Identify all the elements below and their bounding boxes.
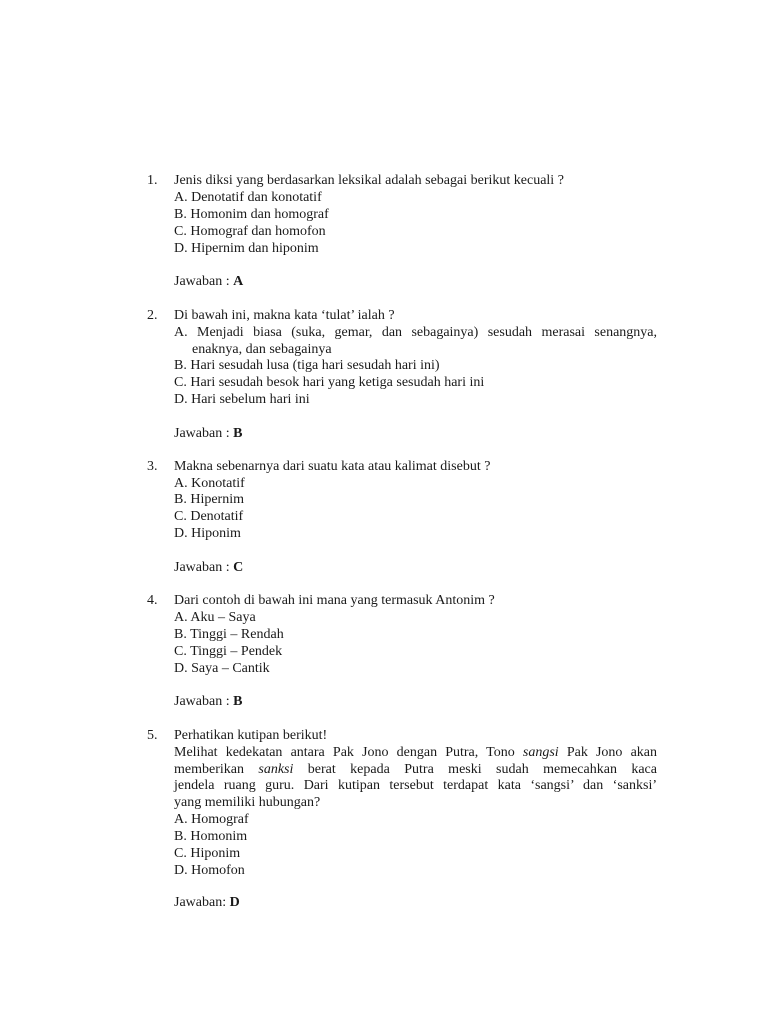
option-b: B. Hipernim [174, 492, 244, 507]
option-a: A. Denotatif dan konotatif [174, 190, 322, 205]
option-c: C. Denotatif [174, 509, 244, 524]
option-d: D. Hiponim [174, 526, 241, 541]
answer-value: A [233, 274, 244, 289]
answer-line [174, 693, 242, 710]
answer-value: C [233, 560, 244, 575]
answer-line [174, 425, 242, 442]
option-d: D. Hari sebelum hari ini [174, 392, 310, 407]
option-b: B. Tinggi – Rendah [174, 627, 284, 642]
answer-value: B [233, 426, 243, 441]
option-d: D. Homofon [174, 863, 245, 878]
answer-label: Jawaban : [174, 426, 234, 441]
passage-line-3: jendela ruang guru. Dari kutipan tersebut terdapat kata ‘sangsi’ dan ‘sanksi’ [174, 778, 657, 793]
answer-label: Jawaban: [174, 895, 230, 910]
italic-word-sanksi: sanksi [258, 762, 294, 777]
option-a-continued: enaknya, dan sebagainya [192, 342, 332, 357]
question-number: 5. [147, 728, 158, 743]
italic-word-sangsi: sangsi [522, 745, 559, 760]
answer-label: Jawaban : [174, 694, 234, 709]
option-c: C. Tinggi – Pendek [174, 644, 283, 659]
option-c: C. Homograf dan homofon [174, 224, 326, 239]
passage-line-1: Melihat kedekatan antara Pak Jono dengan Putra, Tono sangsi Pak Jono akan [174, 745, 657, 760]
option-b: B. Hari sesudah lusa (tiga hari sesudah hari ini) [174, 358, 440, 373]
option-c: C. Hiponim [174, 846, 241, 861]
passage-line-2: memberikan sanksi berat kepada Putra meski sudah memecahkan kaca [174, 762, 657, 777]
option-d: D. Saya – Cantik [174, 661, 270, 676]
question-number: 1. [147, 173, 158, 188]
option-c: C. Hari sesudah besok hari yang ketiga sesudah hari ini [174, 375, 485, 390]
answer-value: B [233, 694, 243, 709]
option-b: B. Homonim [174, 829, 248, 844]
option-a: A. Aku – Saya [174, 610, 256, 625]
answer-label: Jawaban : [174, 560, 234, 575]
answer-line [174, 894, 240, 911]
option-d: D. Hipernim dan hiponim [174, 241, 319, 256]
answer-label: Jawaban : [174, 274, 234, 289]
answer-line [174, 273, 243, 290]
answer-line [174, 559, 243, 576]
question-stem: Jenis diksi yang berdasarkan leksikal adalah sebagai berikut kecuali ? [174, 173, 564, 188]
question-number: 2. [147, 308, 158, 323]
question-stem: Dari contoh di bawah ini mana yang termasuk Antonim ? [174, 593, 495, 608]
passage-line-4: yang memiliki hubungan? [174, 795, 321, 810]
question-number: 4. [147, 593, 158, 608]
option-a: A. Homograf [174, 812, 249, 827]
option-a: A. Menjadi biasa (suka, gemar, dan sebagainya) sesudah merasai senangnya, [174, 325, 657, 340]
question-stem: Di bawah ini, makna kata ‘tulat’ ialah ? [174, 308, 395, 323]
question-number: 3. [147, 459, 158, 474]
option-b: B. Homonim dan homograf [174, 207, 329, 222]
question-stem: Perhatikan kutipan berikut! [174, 728, 328, 743]
question-stem: Makna sebenarnya dari suatu kata atau kalimat disebut ? [174, 459, 491, 474]
option-a: A. Konotatif [174, 476, 245, 491]
answer-value: D [229, 895, 240, 910]
